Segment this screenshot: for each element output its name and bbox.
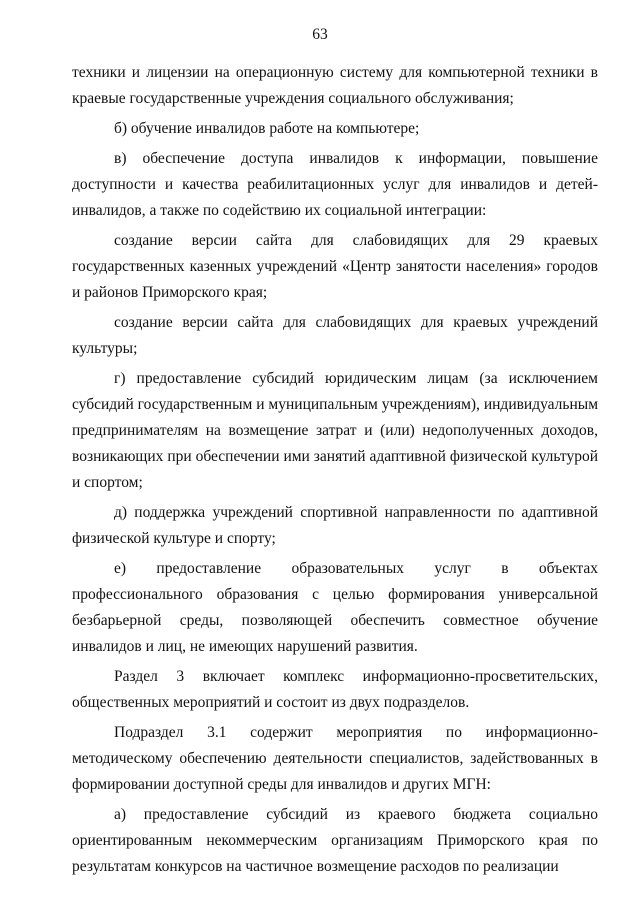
paragraph-6: г) предоставление субсидий юридическим лицам (за исключением субсидий государственным и муниципальным учреждениям), индивидуальным предпринимателям на возмещение затрат и (или) недополученных доходов, возникающих при обеспечении ими занятий адаптивной физической культурой и спортом;: [72, 370, 598, 491]
paragraph-9: Раздел 3 включает комплекс информационно-просветительских, общественных мероприятий и состоит из двух подразделов.: [72, 668, 598, 711]
paragraph-5: создание версии сайта для слабовидящих для краевых учреждений культуры;: [72, 314, 598, 357]
paragraph-10: Подраздел 3.1 содержит мероприятия по информационно-методическому обеспечению деятельности специалистов, задействованных в формировании доступной среды для инвалидов и других МГН:: [72, 724, 598, 793]
paragraph-3: в) обеспечение доступа инвалидов к информации, повышение доступности и качества реабилитационных услуг для инвалидов и детей-инвалидов, а также по содействию их социальной интеграции:: [72, 150, 598, 219]
paragraph-8: е) предоставление образовательных услуг в объектах профессионального образования с целью формирования универсальной безбарьерной среды, позволяющей обеспечить совместное обучение инвалидов и лиц, не имеющих нарушений развития.: [72, 560, 598, 655]
paragraph-7: д) поддержка учреждений спортивной направленности по адаптивной физической культуре и спорту;: [72, 504, 598, 547]
page-number: 63: [312, 26, 328, 43]
document-body: [72, 60, 598, 884]
paragraph-1: техники и лицензии на операционную систему для компьютерной техники в краевые государственные учреждения социального обслуживания;: [72, 64, 598, 107]
paragraph-11: а) предоставление субсидий из краевого бюджета социально ориентированным некоммерческим организациям Приморского края по результатам конкурсов на частичное возмещение расходов по реализации: [72, 806, 598, 875]
paragraph-4: создание версии сайта для слабовидящих для 29 краевых государственных казенных учреждений «Центр занятости населения» городов и районов Приморского края;: [72, 232, 598, 301]
paragraph-2: б) обучение инвалидов работе на компьютере;: [114, 120, 420, 137]
